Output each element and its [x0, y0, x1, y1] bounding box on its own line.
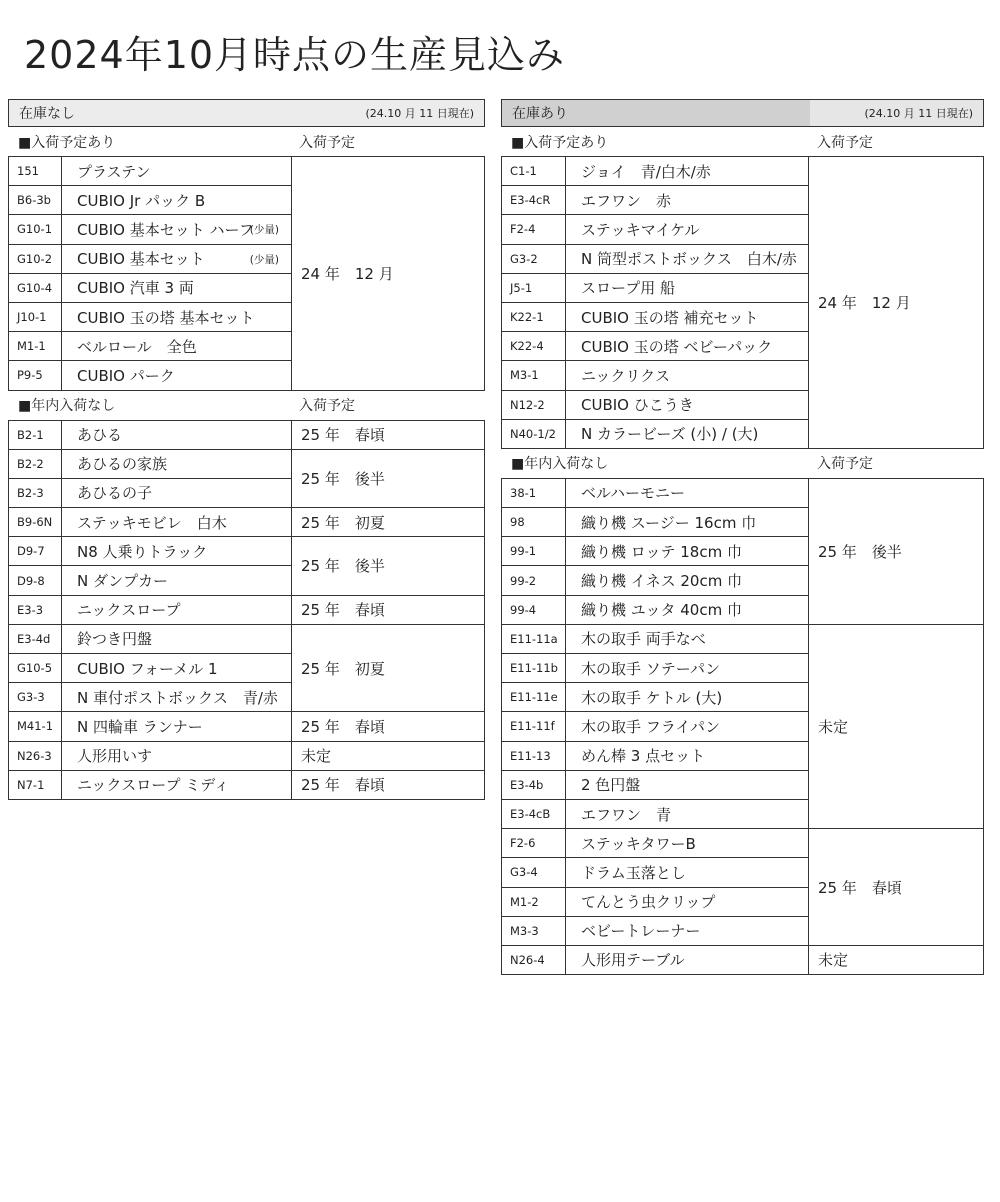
product-name-cell — [62, 770, 292, 799]
product-name-cell — [566, 478, 809, 507]
schedule-column-label: 入荷予定 — [817, 134, 873, 151]
schedule-cell: 25 年 初夏 — [292, 508, 485, 537]
schedule-cell: 24 年 12 月 — [292, 157, 485, 391]
product-name-cell — [566, 858, 809, 887]
sections-container — [8, 127, 485, 800]
product-name: N 筒型ポストボックス 白木/赤 — [581, 250, 797, 269]
product-name: CUBIO フォーメル 1 — [77, 659, 218, 678]
schedule-cell: 25 年 春頃 — [292, 595, 485, 624]
table-row — [9, 741, 485, 770]
product-name-cell — [566, 215, 809, 244]
schedule-cell: 25 年 初夏 — [292, 624, 485, 712]
product-name: 人形用いす — [77, 747, 153, 766]
product-name: 人形用テーブル — [581, 951, 685, 970]
product-name: ベビートレーナー — [581, 922, 701, 941]
product-name: N カラービーズ (小) / (大) — [581, 425, 759, 444]
product-code: E3-4cB — [502, 799, 566, 828]
product-name: ベルロール 全色 — [77, 337, 197, 356]
product-code: E11-11b — [502, 654, 566, 683]
product-name-cell — [62, 566, 292, 595]
product-code: E11-13 — [502, 741, 566, 770]
product-code: G10-4 — [9, 273, 62, 302]
product-name: CUBIO パーク — [77, 366, 175, 385]
product-name-cell — [566, 361, 809, 390]
product-name: あひる — [77, 426, 123, 445]
product-name: てんとう虫クリップ — [581, 893, 716, 912]
product-name-cell — [566, 654, 809, 683]
section-title: ■入荷予定あり — [511, 134, 609, 151]
product-name: 織り機 ユッタ 40cm 巾 — [581, 601, 742, 620]
section-title: ■年内入荷なし — [18, 398, 116, 414]
product-name: CUBIO 基本セット ハーフ — [77, 220, 254, 239]
product-code: G10-1 — [9, 215, 62, 244]
schedule-cell: 25 年 春頃 — [809, 829, 984, 946]
panel-header-label: 在庫あり — [512, 106, 568, 122]
schedule-cell: 24 年 12 月 — [809, 157, 984, 449]
product-name-cell — [62, 215, 292, 244]
product-name: N 四輪車 ランナー — [77, 717, 203, 736]
quantity-note: (少量) — [249, 224, 279, 237]
as-of-date: (24.10 月 11 日現在) — [365, 107, 474, 120]
quantity-note: (少量) — [249, 253, 279, 266]
product-code: F2-4 — [502, 215, 566, 244]
product-name: ドラム玉落とし — [581, 863, 686, 882]
product-name-cell — [62, 683, 292, 712]
table-row — [9, 595, 485, 624]
product-name: あひるの家族 — [77, 455, 168, 474]
product-table — [8, 420, 485, 800]
product-name-cell — [566, 390, 809, 419]
product-name-cell — [566, 186, 809, 215]
product-code: 151 — [9, 157, 62, 186]
panel-in-stock — [501, 99, 984, 975]
sections-container — [501, 127, 984, 975]
product-name: 2 色円盤 — [581, 776, 641, 795]
schedule-cell: 25 年 春頃 — [292, 420, 485, 449]
product-name-cell — [566, 419, 809, 448]
product-name-cell — [62, 273, 292, 302]
table-row — [9, 157, 485, 186]
product-name-cell — [566, 799, 809, 828]
schedule-cell: 25 年 春頃 — [292, 770, 485, 799]
product-code: J10-1 — [9, 302, 62, 331]
product-name-cell — [62, 741, 292, 770]
product-name: ステッキマイケル — [581, 220, 700, 239]
product-table — [501, 156, 984, 449]
product-name: スロープ用 船 — [581, 279, 676, 298]
product-name: あひるの子 — [77, 484, 153, 503]
product-name: CUBIO 汽車 3 両 — [77, 279, 194, 298]
schedule-cell: 未定 — [292, 741, 485, 770]
product-code: G3-3 — [9, 683, 62, 712]
product-name-cell — [62, 302, 292, 331]
table-row — [9, 624, 485, 653]
product-code: J5-1 — [502, 273, 566, 302]
section-header — [8, 391, 485, 420]
product-table — [8, 156, 485, 391]
section-header — [8, 127, 485, 156]
product-name: ニックリクス — [581, 366, 670, 385]
page-title: 2024年10月時点の生産見込み — [24, 33, 566, 77]
product-code: K22-1 — [502, 302, 566, 331]
product-name: 織り機 イネス 20cm 巾 — [581, 572, 743, 591]
product-code: B6-3b — [9, 186, 62, 215]
product-name-cell — [566, 770, 809, 799]
product-name-cell — [566, 508, 809, 537]
product-code: 38-1 — [502, 478, 566, 507]
product-name: ベルハーモニー — [581, 484, 685, 503]
schedule-cell: 未定 — [809, 945, 984, 974]
product-code: G3-2 — [502, 244, 566, 273]
section-header — [501, 127, 984, 156]
as-of-date: (24.10 月 11 日現在) — [864, 107, 973, 120]
product-code: 99-1 — [502, 537, 566, 566]
product-code: M3-3 — [502, 916, 566, 945]
product-code: D9-8 — [9, 566, 62, 595]
product-name: 木の取手 ケトル (大) — [581, 688, 723, 707]
table-row — [9, 420, 485, 449]
product-name-cell — [62, 157, 292, 186]
product-code: N7-1 — [9, 770, 62, 799]
product-table — [501, 478, 984, 975]
product-name: CUBIO Jr パック B — [77, 191, 206, 210]
schedule-cell: 25 年 後半 — [292, 449, 485, 507]
product-name: プラステン — [77, 162, 151, 181]
panel-header — [8, 99, 485, 127]
table-row — [9, 508, 485, 537]
product-code: M3-1 — [502, 361, 566, 390]
product-code: N12-2 — [502, 390, 566, 419]
product-name-cell — [566, 829, 809, 858]
schedule-column-label: 入荷予定 — [817, 456, 873, 473]
product-name: CUBIO 玉の塔 ベビーパック — [581, 337, 773, 356]
table-row — [9, 770, 485, 799]
table-row — [9, 449, 485, 478]
product-name: ステッキタワーB — [581, 834, 696, 853]
product-name-cell — [62, 595, 292, 624]
product-name-cell — [62, 654, 292, 683]
product-code: P9-5 — [9, 361, 62, 390]
table-row — [502, 478, 984, 507]
product-code: M1-1 — [9, 332, 62, 361]
section-title: ■入荷予定あり — [18, 134, 116, 151]
product-name: 木の取手 フライパン — [581, 717, 721, 736]
table-row — [502, 829, 984, 858]
product-name-cell — [566, 887, 809, 916]
product-name: ニックスロープ ミディ — [77, 776, 230, 795]
product-code: B2-1 — [9, 420, 62, 449]
schedule-column-label: 入荷予定 — [299, 134, 355, 151]
product-name-cell — [566, 624, 809, 653]
product-name: CUBIO 基本セット — [77, 250, 205, 269]
product-code: F2-6 — [502, 829, 566, 858]
product-name: CUBIO 玉の塔 補充セット — [581, 308, 759, 327]
product-name: エフワン 赤 — [581, 191, 672, 210]
product-code: E11-11a — [502, 624, 566, 653]
product-code: E11-11e — [502, 683, 566, 712]
schedule-cell: 25 年 後半 — [809, 478, 984, 624]
product-code: C1-1 — [502, 157, 566, 186]
product-name-cell — [62, 244, 292, 273]
section-title: ■年内入荷なし — [511, 456, 609, 473]
product-name-cell — [62, 186, 292, 215]
product-name-cell — [566, 595, 809, 624]
product-code: E3-4d — [9, 624, 62, 653]
product-name-cell — [566, 683, 809, 712]
table-row — [502, 157, 984, 186]
product-name-cell — [566, 945, 809, 974]
product-code: 98 — [502, 508, 566, 537]
product-name-cell — [566, 273, 809, 302]
product-code: N26-4 — [502, 945, 566, 974]
product-code: M1-2 — [502, 887, 566, 916]
product-code: G10-2 — [9, 244, 62, 273]
section-header — [501, 449, 984, 478]
product-code: E3-3 — [9, 595, 62, 624]
product-name-cell — [566, 566, 809, 595]
product-name: めん棒 3 点セット — [581, 747, 706, 766]
product-name-cell — [62, 449, 292, 478]
product-name: N8 人乗りトラック — [77, 542, 208, 561]
product-name: 織り機 スージー 16cm 巾 — [581, 513, 757, 532]
product-name: N ダンプカー — [77, 572, 168, 591]
product-code: K22-4 — [502, 332, 566, 361]
product-code: 99-4 — [502, 595, 566, 624]
product-code: M41-1 — [9, 712, 62, 741]
product-name-cell — [62, 478, 292, 507]
panel-out-of-stock — [8, 99, 485, 800]
product-code: D9-7 — [9, 537, 62, 566]
product-name: 鈴つき円盤 — [77, 630, 153, 649]
table-row — [9, 712, 485, 741]
product-name: エフワン 青 — [581, 805, 672, 824]
product-code: E3-4b — [502, 770, 566, 799]
product-code: 99-2 — [502, 566, 566, 595]
product-name-cell — [62, 361, 292, 390]
product-name-cell — [62, 537, 292, 566]
product-name-cell — [566, 302, 809, 331]
product-name-cell — [566, 741, 809, 770]
product-code: B2-3 — [9, 478, 62, 507]
product-name-cell — [566, 537, 809, 566]
product-code: G10-5 — [9, 654, 62, 683]
product-name: ジョイ 青/白木/赤 — [581, 162, 711, 181]
product-code: B2-2 — [9, 449, 62, 478]
product-name-cell — [62, 420, 292, 449]
schedule-cell: 未定 — [809, 624, 984, 828]
table-row — [9, 537, 485, 566]
product-name-cell — [62, 508, 292, 537]
product-name: CUBIO 玉の塔 基本セット — [77, 308, 255, 327]
product-name: 木の取手 ソテーパン — [581, 659, 721, 678]
product-name-cell — [566, 244, 809, 273]
schedule-cell: 25 年 春頃 — [292, 712, 485, 741]
product-name: 木の取手 両手なべ — [581, 630, 706, 649]
product-code: E11-11f — [502, 712, 566, 741]
product-code: E3-4cR — [502, 186, 566, 215]
schedule-cell: 25 年 後半 — [292, 537, 485, 595]
table-row — [502, 624, 984, 653]
product-name: N 車付ポストボックス 青/赤 — [77, 688, 278, 707]
panel-header — [501, 99, 984, 127]
product-code: N26-3 — [9, 741, 62, 770]
product-name: ステッキモビレ 白木 — [77, 513, 227, 532]
product-code: N40-1/2 — [502, 419, 566, 448]
product-code: G3-4 — [502, 858, 566, 887]
product-name-cell — [62, 712, 292, 741]
product-name: ニックスロープ — [77, 601, 181, 620]
panel-header-label: 在庫なし — [19, 106, 75, 122]
table-row — [502, 945, 984, 974]
product-name-cell — [62, 624, 292, 653]
product-name-cell — [566, 712, 809, 741]
product-name: CUBIO ひこうき — [581, 396, 694, 415]
product-name-cell — [566, 332, 809, 361]
product-name-cell — [566, 916, 809, 945]
product-name: 織り機 ロッテ 18cm 巾 — [581, 542, 742, 561]
schedule-column-label: 入荷予定 — [299, 398, 355, 414]
product-name-cell — [62, 332, 292, 361]
product-code: B9-6N — [9, 508, 62, 537]
product-name-cell — [566, 157, 809, 186]
